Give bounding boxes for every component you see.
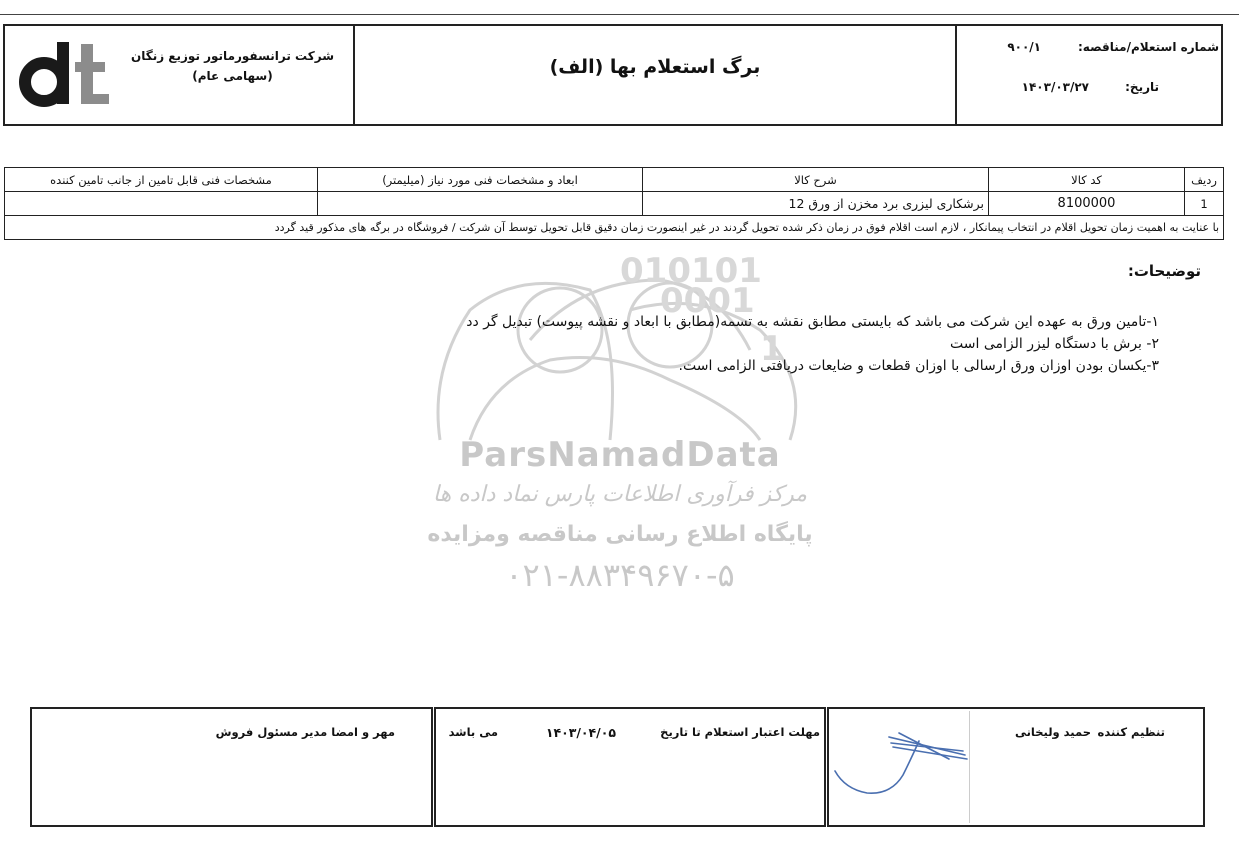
header-divider: [955, 26, 957, 124]
prepared-by-box: [827, 707, 1205, 827]
company-type: (سهامی عام): [192, 69, 273, 83]
validity-label: مهلت اعتبار استعلام تا تاریخ: [660, 725, 820, 739]
prepared-by-name: حمید ولیخانی: [1014, 725, 1091, 739]
company-logo: [19, 38, 115, 112]
prepared-by-label: تنظیم کننده: [1097, 725, 1165, 739]
watermark-tagline: پایگاه اطلاع رسانی مناقصه ومزایده: [427, 522, 813, 547]
col-header-description: شرح کالا: [643, 168, 989, 192]
svg-text:1: 1: [760, 329, 784, 369]
validity-date: ۱۴۰۳/۰۴/۰۵: [545, 725, 616, 740]
cell-dimensions: [318, 192, 643, 216]
note-item: ۳-یکسان بودن اوزان ورق ارسالی با اوزان قطعات و ضایعات دریافتی الزامی است.: [678, 358, 1159, 374]
top-divider: [0, 14, 1239, 15]
form-title: برگ استعلام بها (الف): [549, 56, 761, 78]
items-table: [4, 167, 1224, 240]
date-value: ۱۴۰۳/۰۳/۲۷: [1021, 80, 1089, 94]
tender-number-value: ۹۰۰/۱: [1007, 40, 1041, 54]
header-divider: [353, 26, 355, 124]
company-name-block: [125, 46, 340, 86]
stamp-box: [30, 707, 433, 827]
col-header-row-no: ردیف: [1185, 168, 1224, 192]
watermark-center-name: مرکز فرآوری اطلاعات پارس نماد داده ها: [432, 482, 808, 507]
col-header-code: کد کالا: [989, 168, 1185, 192]
watermark-brand: ParsNamadData: [459, 435, 781, 475]
date-label: تاریخ:: [1125, 80, 1159, 94]
notes-list: [466, 311, 1159, 377]
svg-text:0001: 0001: [660, 281, 755, 321]
svg-text:010101: 010101: [620, 251, 762, 291]
cell-description: برشکاری لیزری برد مخزن از ورق 12: [643, 192, 989, 216]
signature-area: [829, 711, 970, 823]
signature-mark: [829, 711, 969, 823]
table-header-row: [5, 168, 1224, 192]
table-row: [5, 192, 1224, 216]
table-note-row: [5, 216, 1224, 240]
document-header: [3, 24, 1223, 126]
watermark-phone: ۰۲۱-۸۸۳۴۹۶۷۰-۵: [505, 556, 735, 594]
cell-code: 8100000: [989, 192, 1185, 216]
validity-box: [434, 707, 826, 827]
company-name: شرکت ترانسفورماتور توزیع زنگان: [130, 49, 334, 63]
note-item: ۲- برش با دستگاه لیزر الزامی است: [950, 336, 1159, 352]
note-item: ۱-تامین ورق به عهده این شرکت می باشد که بایستی مطابق نقشه به تسمه(مطابق با ابعاد و نقشه پیوست) تبدیل گر دد: [466, 314, 1159, 330]
cell-row-no: 1: [1185, 192, 1224, 216]
col-header-supplier-specs: مشخصات فنی قابل تامین از جانب تامین کننده: [5, 168, 318, 192]
stamp-label: مهر و امضا مدیر مسئول فروش: [215, 725, 395, 739]
watermark: [410, 250, 830, 600]
col-header-dimensions: ابعاد و مشخصات فنی مورد نیاز (میلیمتر): [318, 168, 643, 192]
delivery-note: با عنایت به اهمیت زمان تحویل اقلام در انتخاب پیمانکار ، لازم است اقلام فوق در زمان ذکر شده تحویل گردند در غیر اینصورت زمان دقیق قابل تحویل توسط آن شرکت / فروشگاه در برگه های مذکور قید گردد: [5, 216, 1224, 240]
notes-title: توضیحات:: [1127, 262, 1201, 280]
tender-number-label: شماره استعلام/مناقصه:: [1078, 40, 1219, 54]
validity-suffix: می باشد: [448, 725, 498, 739]
cell-supplier-specs: [5, 192, 318, 216]
